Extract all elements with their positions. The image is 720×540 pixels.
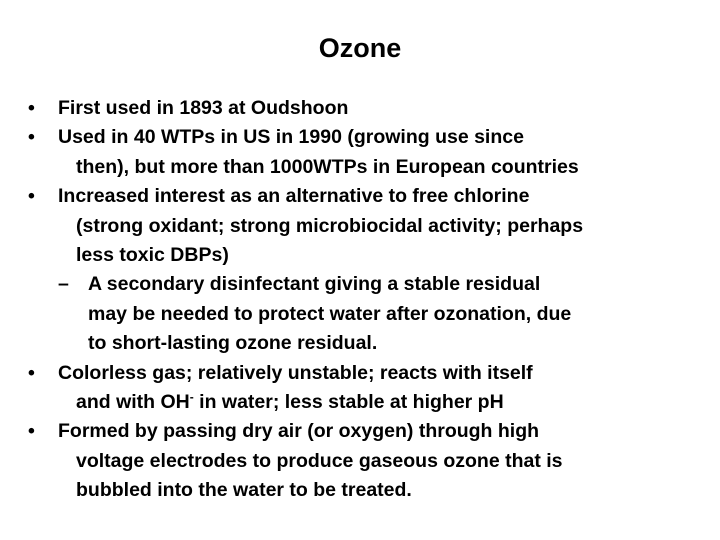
bullet-item-colorless-gas <box>0 359 720 418</box>
text-after-superscript: in water; less stable at higher pH <box>193 391 504 414</box>
bullet-text-line: bubbled into the water to be treated. <box>76 479 412 502</box>
bullet-text-line: Increased interest as an alternative to free chlorine <box>58 185 530 208</box>
bullet-text-line: Formed by passing dry air (or oxygen) through high <box>58 420 540 443</box>
bullet-marker: • <box>28 420 35 443</box>
bullet-item-increased-interest <box>0 182 720 270</box>
bullet-text-line: less toxic DBPs) <box>76 244 229 267</box>
bullet-text-line: (strong oxidant; strong microbiocidal activity; perhaps <box>76 214 584 237</box>
bullet-text-line: Colorless gas; relatively unstable; reacts with itself <box>58 361 533 384</box>
bullet-list <box>0 94 720 506</box>
bullet-marker: • <box>28 361 35 384</box>
bullet-marker: • <box>28 185 35 208</box>
bullet-marker: • <box>28 126 35 149</box>
sub-bullet-secondary-disinfectant <box>0 270 720 358</box>
text-before-superscript: and with OH <box>76 391 190 414</box>
bullet-marker: • <box>28 97 35 119</box>
sub-bullet-text-line: A secondary disinfectant giving a stable residual <box>88 273 541 296</box>
sub-bullet-text-line: to short-lasting ozone residual. <box>88 332 378 355</box>
bullet-item-first-used <box>0 94 720 123</box>
bullet-text-line: then), but more than 1000WTPs in European countries <box>76 155 579 178</box>
slide-title: Ozone <box>318 33 402 63</box>
bullet-item-wtp-usage <box>0 123 720 182</box>
sub-bullet-marker: – <box>58 273 69 296</box>
hydroxide-superscript: - <box>189 390 194 405</box>
bullet-text-line: voltage electrodes to produce gaseous ozone that is <box>76 449 563 472</box>
bullet-text-line: First used in 1893 at Oudshoon <box>58 97 349 119</box>
bullet-text-line-with-superscript <box>58 388 720 417</box>
bullet-text-line: Used in 40 WTPs in US in 1990 (growing use since <box>58 126 524 149</box>
bullet-item-formation <box>0 417 720 505</box>
sub-bullet-text-line: may be needed to protect water after ozonation, due <box>88 302 572 325</box>
